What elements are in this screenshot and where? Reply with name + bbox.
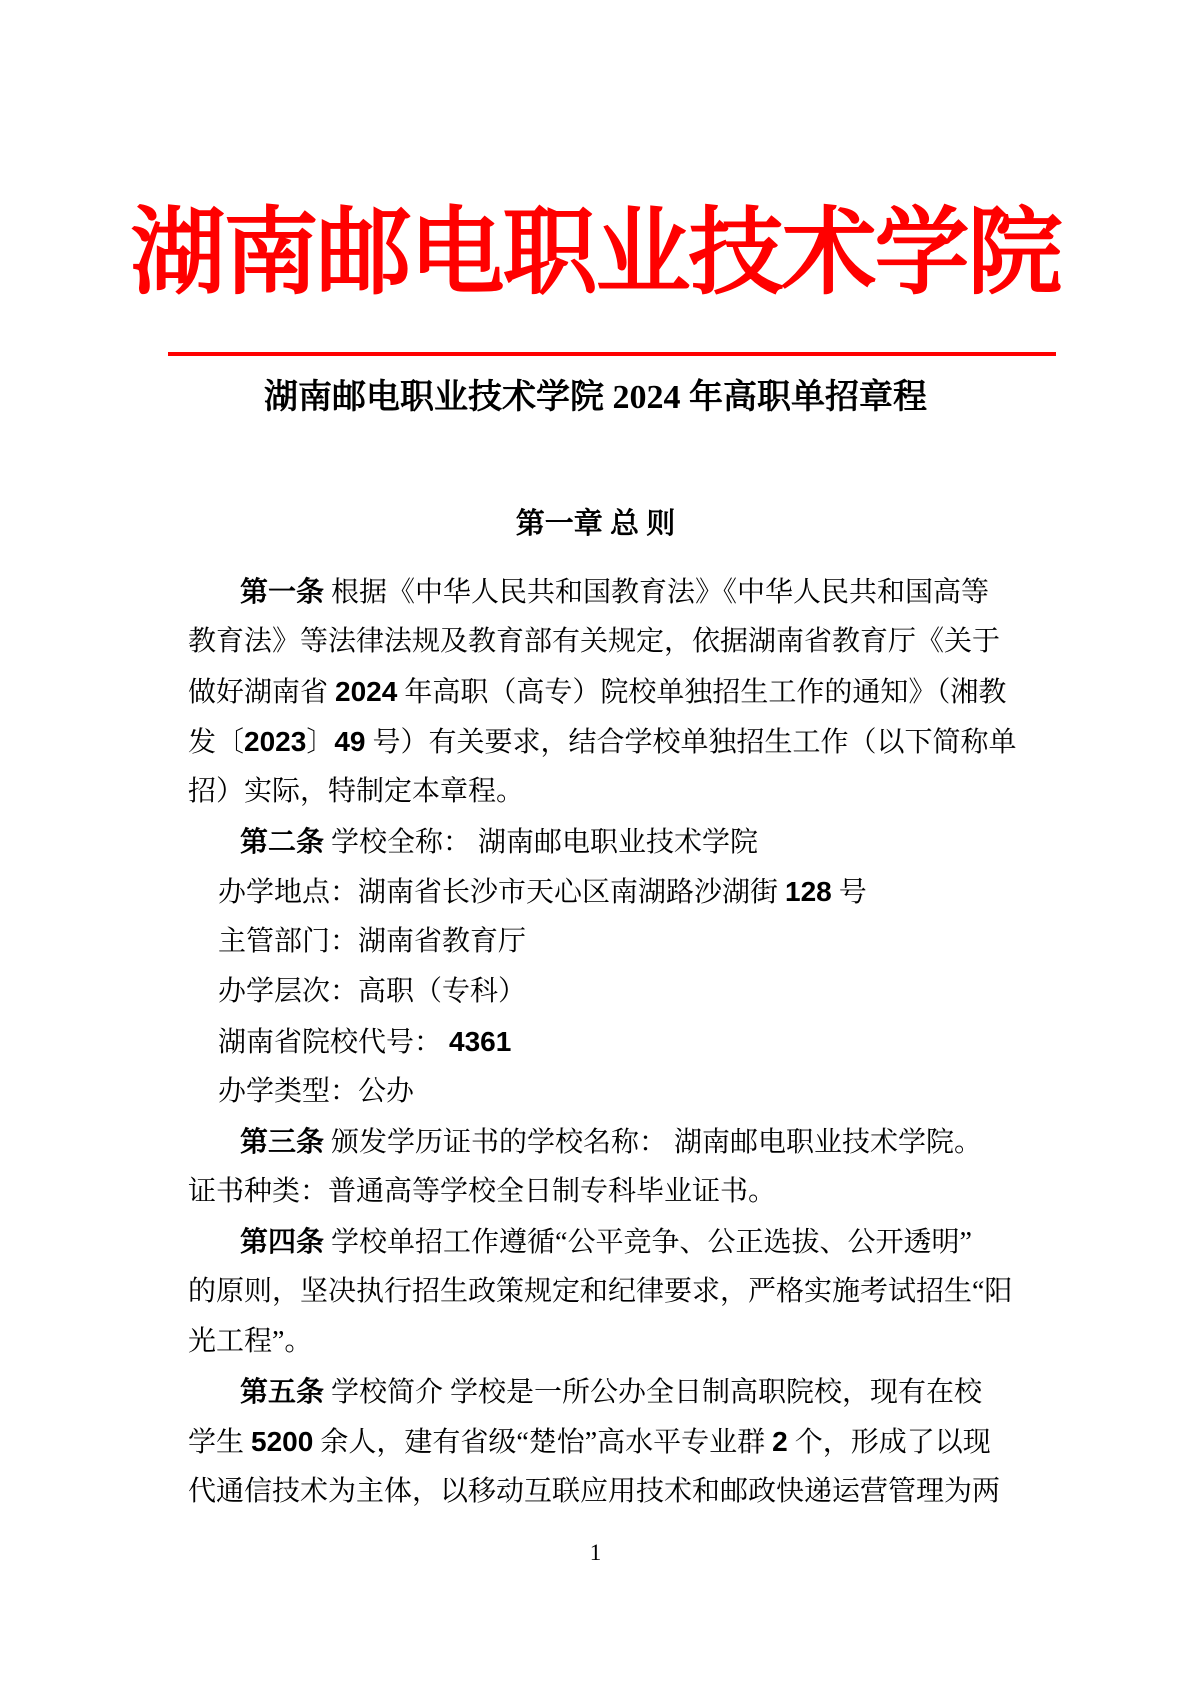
body-line [188,1467,1012,1517]
text-segment: 余人，建有省级“楚怡”高水平专业群 [313,1427,773,1458]
text-segment: 年高职（高专）院校单独招生工作的通知》（湘教 [397,677,1007,708]
text-segment: 办学地点：湖南省长沙市天心区南湖路沙湖街 [218,877,786,908]
body-line [188,667,1012,717]
body-line [188,1167,1012,1217]
text-segment: 代通信技术为主体，以移动互联应用技术和邮政快递运营管理为两 [188,1476,1001,1507]
text-segment: 第四条 [240,1226,325,1257]
document-body [188,567,1017,1517]
body-line [188,917,1012,967]
text-segment: 湖南省院校代号： [218,1027,450,1058]
text-segment: 第三条 [240,1126,325,1157]
body-line [188,867,1012,917]
text-segment: 2023 [244,726,307,757]
text-segment: 号 [831,877,867,908]
text-segment: 证书种类：普通高等学校全日制专科毕业证书。 [188,1176,777,1207]
body-line [188,967,1012,1017]
text-segment: 第二条 [240,826,325,857]
text-segment: 光工程”。 [188,1326,313,1357]
text-segment: 招）实际，特制定本章程。 [188,776,525,807]
text-segment: 学生 [188,1427,252,1458]
body-line [188,1067,1012,1117]
text-segment: 128 [785,876,832,907]
text-segment: 个，形成了以现 [787,1427,991,1458]
text-segment: 办学层次：高职（专科） [218,976,527,1007]
chapter-heading: 第一章 总 则 [515,508,676,540]
text-segment: 的原则，坚决执行招生政策规定和纪律要求，严格实施考试招生“阳 [188,1276,1013,1307]
letterhead-rule [168,352,1056,356]
document-title: 湖南邮电职业技术学院 2024 年高职单招章程 [264,379,927,416]
body-line [188,1017,1012,1067]
text-segment: 2024 [335,676,398,707]
body-line [188,1317,1012,1367]
letterhead-title: 湖南邮电职业技术学院 [130,200,1061,306]
text-segment: 办学类型：公办 [218,1076,415,1107]
text-segment: 〕 [306,727,335,758]
body-line [188,617,1012,667]
text-segment: 根据《中华人民共和国教育法》《中华人民共和国高等 [324,577,990,608]
body-line [188,1417,1012,1467]
body-line [188,767,1012,817]
text-segment: 第五条 [240,1376,325,1407]
body-line [188,1117,1012,1167]
text-segment: 第一条 [240,576,325,607]
body-line [188,717,1017,767]
body-line [188,1367,1012,1417]
text-segment: 学校单招工作遵循“公平竞争、公正选拔、公开透明” [324,1227,972,1258]
text-segment: 2 [772,1426,788,1457]
text-segment: 教育法》等法律法规及教育部有关规定，依据湖南省教育厅《关于 [188,626,1001,657]
body-line [188,567,1012,617]
text-segment: 做好湖南省 [188,677,336,708]
text-segment: 5200 [251,1426,314,1457]
text-segment: 49 [334,726,366,757]
text-segment: 颁发学历证书的学校名称： 湖南邮电职业技术学院。 [324,1127,983,1158]
text-segment: 号）有关要求，结合学校单独招生工作（以下简称单 [365,727,1017,758]
body-line [188,817,1012,867]
page-number: 1 [589,1540,602,1565]
text-segment: 学校全称： 湖南邮电职业技术学院 [324,827,759,858]
text-segment: 主管部门：湖南省教育厅 [218,926,527,957]
text-segment: 发〔 [188,727,245,758]
body-line [188,1267,1012,1317]
text-segment: 学校简介 学校是一所公办全日制高职院校，现有在校 [324,1377,983,1408]
text-segment: 4361 [449,1026,512,1057]
body-line [188,1217,1012,1267]
